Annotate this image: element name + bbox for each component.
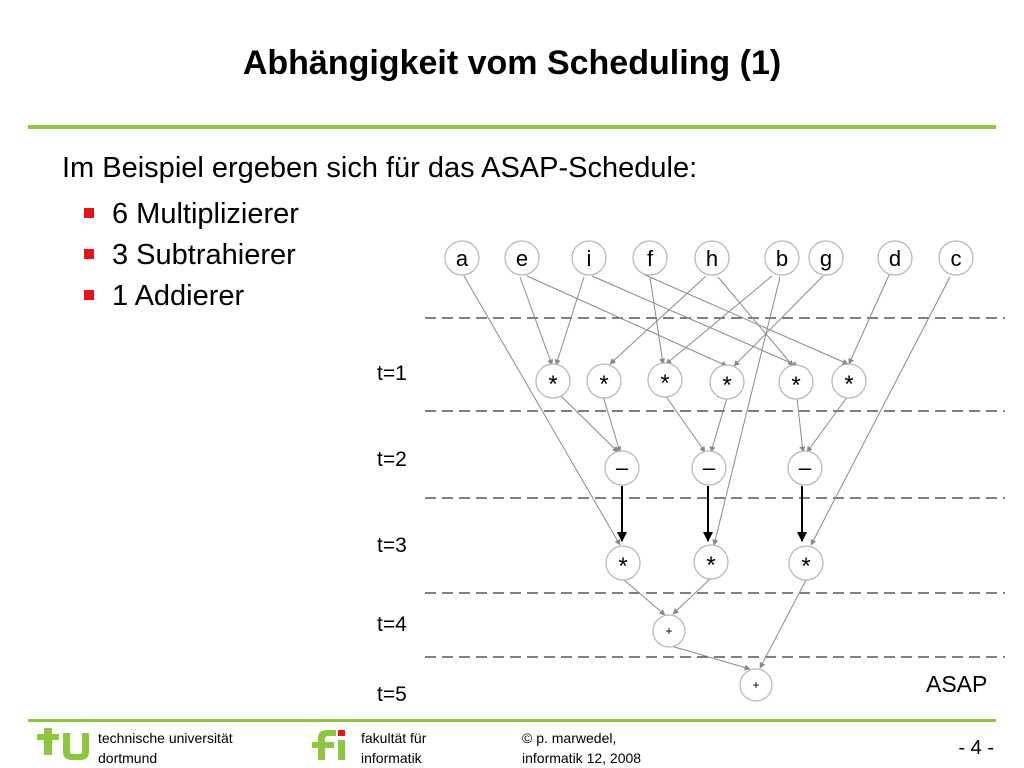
add-symbol: + xyxy=(752,678,760,692)
edge xyxy=(718,277,793,366)
slide-title: Abhängigkeit vom Scheduling (1) xyxy=(242,44,782,82)
time-label: t=1 xyxy=(377,362,407,385)
input-label: f xyxy=(646,246,654,271)
edge xyxy=(560,395,618,452)
edge xyxy=(807,396,848,452)
edge xyxy=(811,277,950,545)
highlighted-edges xyxy=(622,486,802,541)
author-credit: © p. marwedel, informatik 12, 2008 xyxy=(522,730,642,766)
edge xyxy=(849,275,889,364)
time-label: t=2 xyxy=(377,448,407,471)
mul-symbol: * xyxy=(722,372,732,399)
faculty-name: fakultät für informatik xyxy=(361,730,427,766)
operation-nodes xyxy=(536,363,866,701)
edge xyxy=(527,276,727,366)
edge xyxy=(673,579,710,614)
input-label: h xyxy=(705,246,719,271)
time-labels xyxy=(377,362,407,706)
input-label: a xyxy=(455,246,469,271)
edge xyxy=(711,398,727,452)
mul-symbol: * xyxy=(660,370,670,397)
input-label: d xyxy=(888,246,902,271)
sub-symbol: – xyxy=(798,455,812,480)
mul-symbol: * xyxy=(844,371,854,398)
edge xyxy=(624,580,665,615)
edge xyxy=(734,276,823,366)
input-label: c xyxy=(950,246,962,271)
footer-divider xyxy=(28,719,996,722)
edge xyxy=(797,398,803,452)
input-label: e xyxy=(515,246,529,271)
edge xyxy=(665,395,705,452)
bullet-item: 3 Subtrahierer xyxy=(82,236,299,277)
schedule-label: ASAP xyxy=(926,671,988,697)
tu-logo-icon xyxy=(37,728,89,760)
time-label: t=4 xyxy=(377,613,407,636)
input-label: g xyxy=(819,246,833,271)
edge xyxy=(666,276,772,364)
bullet-item: 1 Addierer xyxy=(82,277,299,318)
intro-text: Im Beispiel ergeben sich für das ASAP-Schedule: xyxy=(62,152,698,184)
time-boundaries xyxy=(425,318,1005,657)
mul-symbol: * xyxy=(548,371,558,398)
edge xyxy=(645,275,848,364)
input-label: b xyxy=(775,246,789,271)
mul-symbol: * xyxy=(801,553,811,580)
edge xyxy=(603,396,620,452)
bullet-item: 6 Multiplizierer xyxy=(82,195,299,236)
operation-symbols xyxy=(548,370,853,692)
sub-symbol: – xyxy=(615,455,629,480)
time-label: t=3 xyxy=(377,534,407,557)
sub-symbol: – xyxy=(702,455,716,480)
add-symbol: + xyxy=(665,624,673,638)
university-name: technische universität dortmund xyxy=(98,730,233,766)
edge xyxy=(556,277,584,365)
edge xyxy=(520,277,552,365)
mul-symbol: * xyxy=(599,371,609,398)
edge xyxy=(650,277,663,364)
mul-symbol: * xyxy=(791,372,801,399)
mul-symbol: * xyxy=(618,553,628,580)
page-number: - 4 - xyxy=(958,737,994,759)
input-label: i xyxy=(586,246,592,271)
fi-logo-icon xyxy=(312,730,345,760)
mul-symbol: * xyxy=(706,552,716,579)
time-label: t=5 xyxy=(377,683,407,706)
